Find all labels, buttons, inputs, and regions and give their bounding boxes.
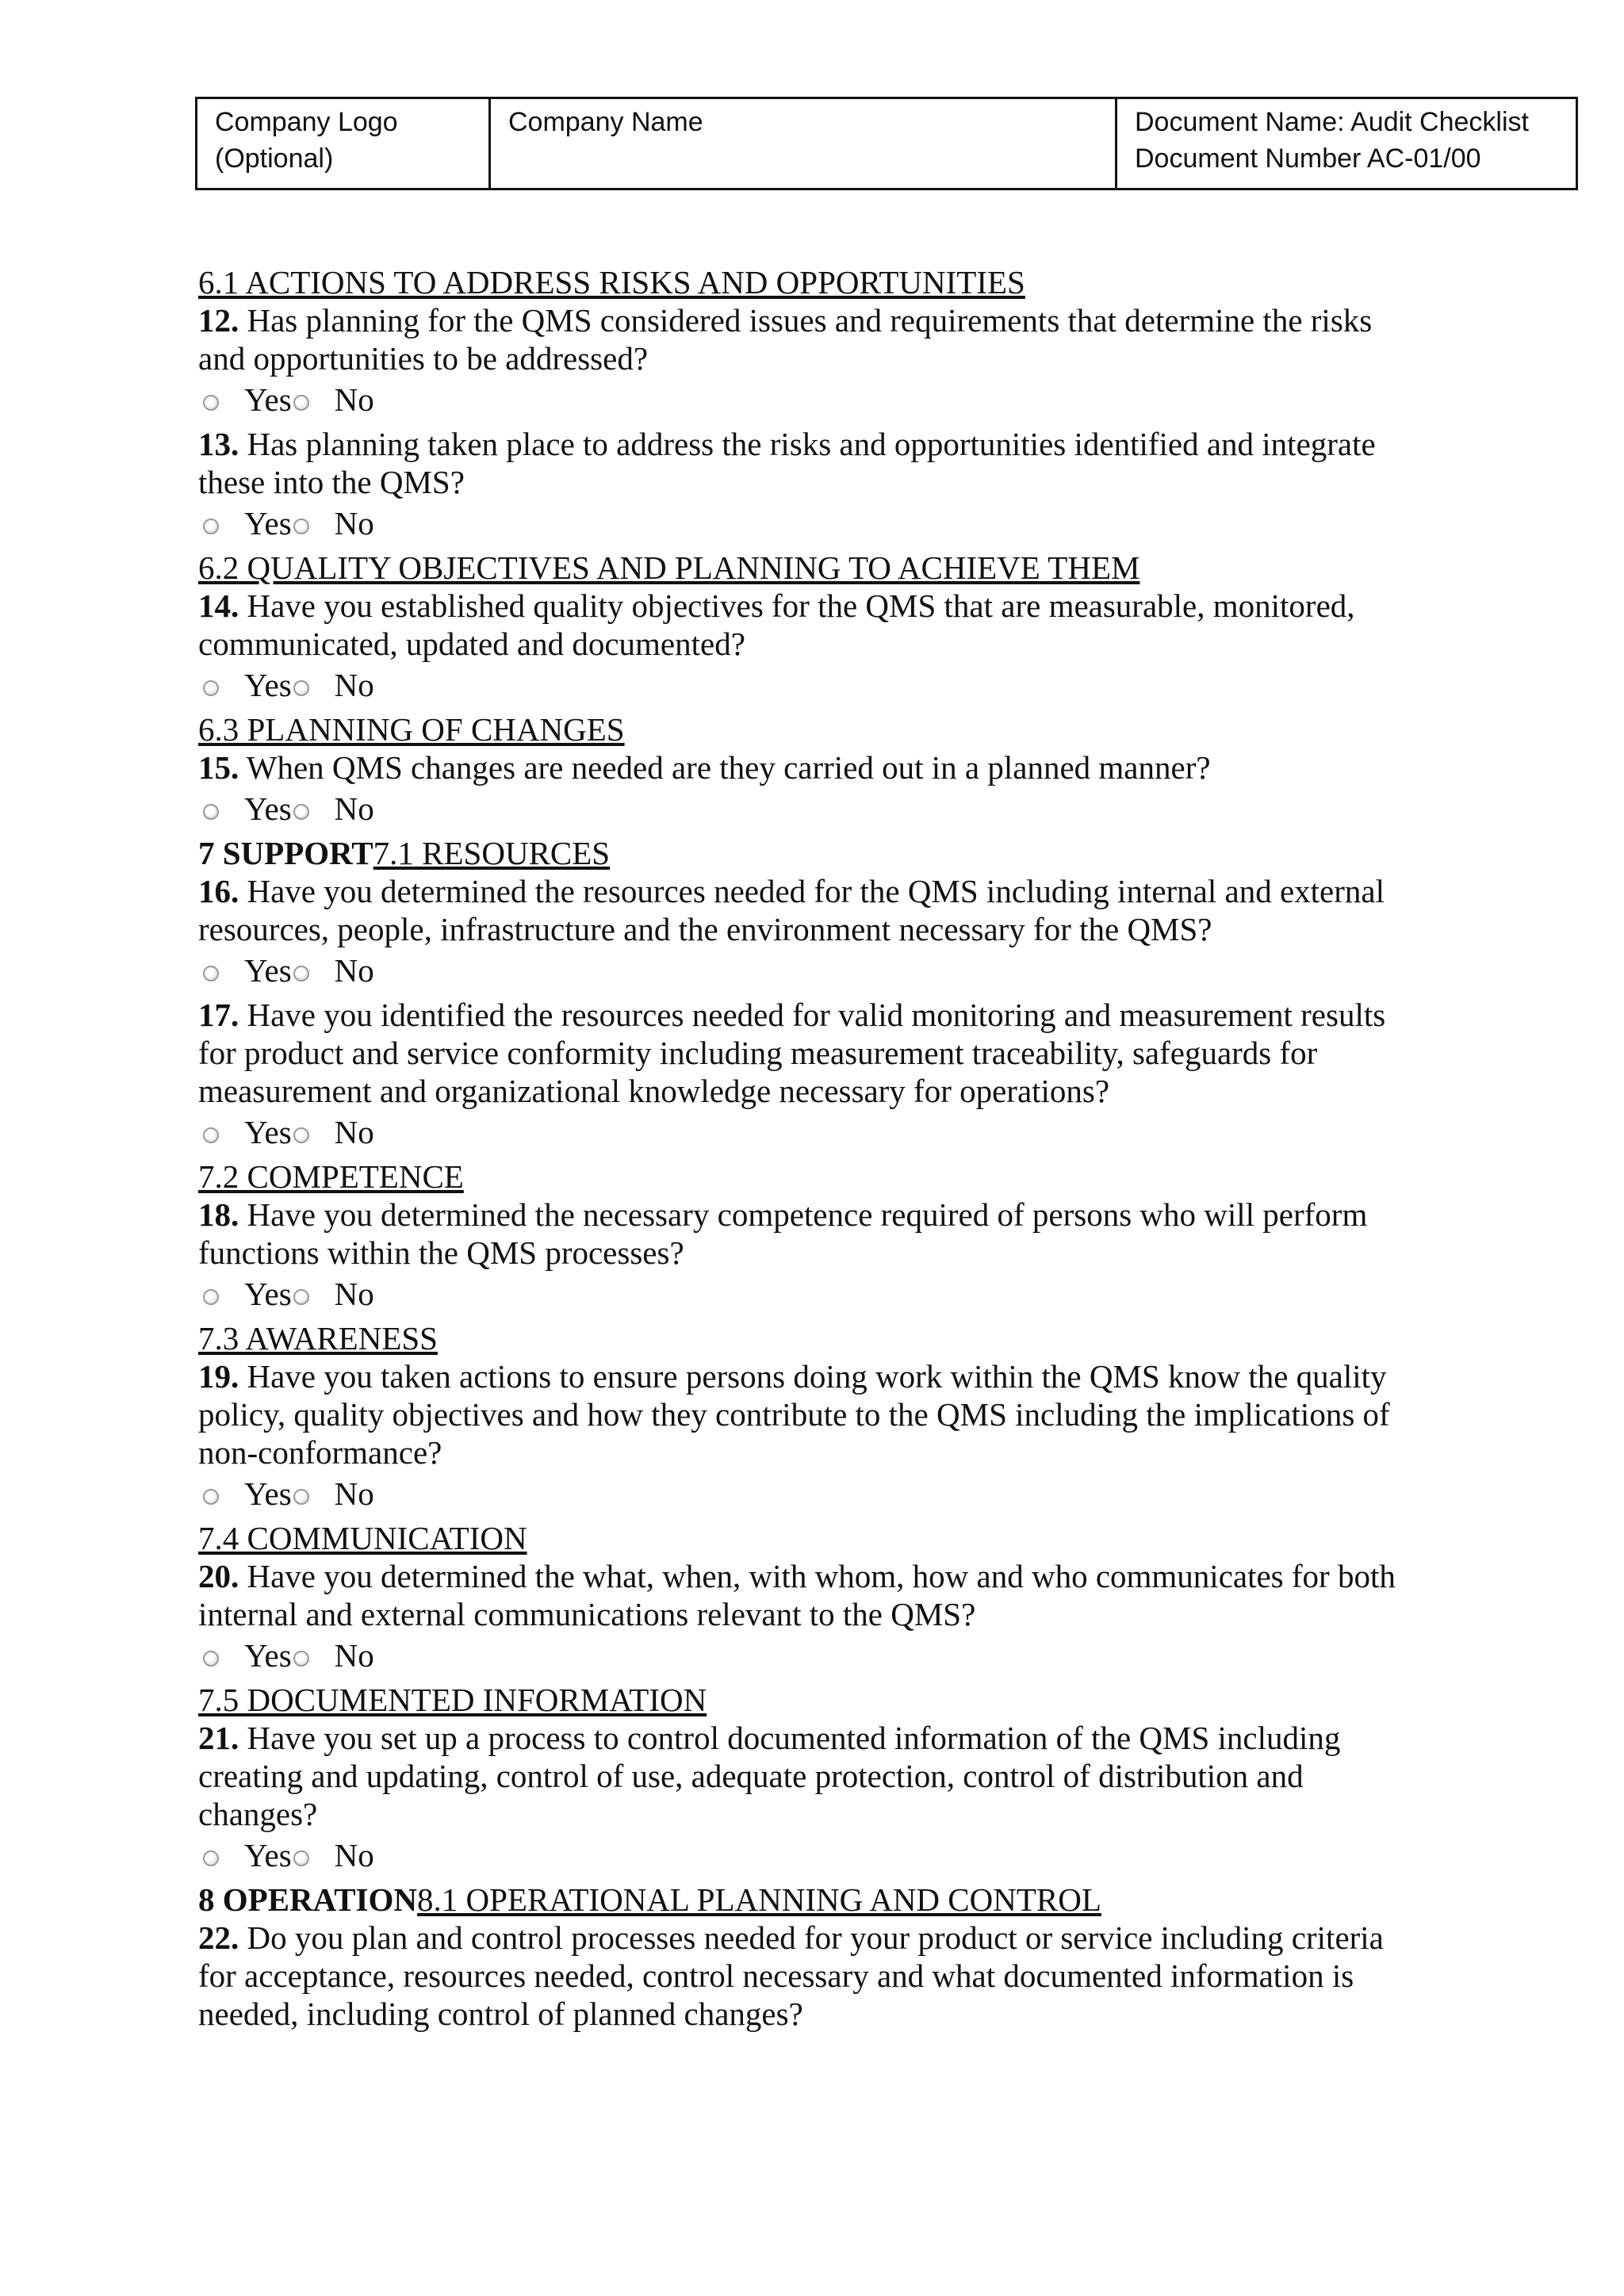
question-line (198, 1919, 1427, 1957)
section-heading (198, 263, 1427, 301)
yes-radio-button[interactable] (203, 966, 219, 982)
question-number: 18. (198, 1196, 239, 1233)
question-text: for product and service conformity including measurement traceability, safeguards for (198, 1035, 1318, 1071)
question-line (198, 339, 1427, 377)
no-radio-button[interactable] (293, 1850, 309, 1866)
question (198, 1357, 1427, 1471)
no-option[interactable] (292, 504, 374, 542)
question-line (198, 1595, 1427, 1633)
question-text: When QMS changes are needed are they carried out in a planned manner? (246, 749, 1211, 786)
no-option[interactable] (292, 1836, 374, 1874)
question-text: policy, quality objectives and how they contribute to the QMS including the implications of (198, 1396, 1390, 1433)
yes-option[interactable] (198, 666, 292, 704)
yes-label: Yes (244, 381, 292, 418)
logo-line-2: (Optional) (215, 144, 334, 174)
answer-options (198, 377, 1427, 422)
question-number: 12. (198, 302, 239, 339)
question-text: these into the QMS? (198, 464, 465, 500)
question-line (198, 625, 1427, 663)
question-line (198, 463, 1427, 501)
document-header-table (195, 97, 1578, 190)
no-radio-button[interactable] (293, 1489, 309, 1505)
section-heading (198, 1319, 1427, 1357)
yes-radio-button[interactable] (203, 680, 219, 696)
question-line (198, 587, 1427, 625)
question-text: Have you established quality objectives for the QMS that are measurable, monitored, (247, 587, 1355, 624)
question-line (198, 425, 1427, 463)
no-option[interactable] (292, 1636, 374, 1674)
question (198, 1557, 1427, 1633)
yes-label: Yes (244, 1475, 292, 1512)
question-number: 14. (198, 587, 239, 624)
company-name-cell (491, 99, 1117, 188)
answer-options (198, 1110, 1427, 1154)
yes-radio-button[interactable] (203, 1489, 219, 1505)
no-label: No (334, 1114, 374, 1150)
section-title: 7.5 DOCUMENTED INFORMATION (198, 1682, 707, 1718)
section-title: 7.3 AWARENESS (198, 1320, 438, 1357)
question-text: measurement and organizational knowledge necessary for operations? (198, 1073, 1110, 1109)
answer-options (198, 1471, 1427, 1516)
chapter-label: 7 SUPPORT (198, 835, 373, 871)
question (198, 1196, 1427, 1272)
no-radio-button[interactable] (293, 680, 309, 696)
question (198, 996, 1427, 1110)
chapter-label: 8 OPERATION (198, 1881, 418, 1918)
section-title: 7.2 COMPETENCE (198, 1158, 464, 1195)
question-number: 15. (198, 749, 239, 786)
section-title: 6.3 PLANNING OF CHANGES (198, 711, 625, 748)
question-text: functions within the QMS processes? (198, 1234, 684, 1271)
question-text: and opportunities to be addressed? (198, 340, 649, 377)
question-text: Have you determined the necessary competence required of persons who will perform (247, 1196, 1368, 1233)
yes-label: Yes (244, 1114, 292, 1150)
question-text: internal and external communications relevant to the QMS? (198, 1596, 976, 1632)
logo-line-1: Company Logo (215, 107, 398, 137)
question-number: 21. (198, 1720, 239, 1756)
yes-radio-button[interactable] (203, 1651, 219, 1667)
question-line (198, 1196, 1427, 1234)
question-line (198, 1234, 1427, 1272)
section-title: 8.1 OPERATIONAL PLANNING AND CONTROL (417, 1881, 1101, 1918)
question-line (198, 1034, 1427, 1072)
no-label: No (334, 1276, 374, 1312)
question-text: Has planning taken place to address the risks and opportunities identified and integrate (247, 426, 1376, 462)
question-line (198, 1795, 1427, 1833)
section-title: 7.1 RESOURCES (373, 835, 611, 871)
no-option[interactable] (292, 1113, 374, 1151)
question (198, 1919, 1427, 2033)
question-number: 19. (198, 1358, 239, 1395)
question-line (198, 872, 1427, 910)
question-text: Have you determined the resources needed for the QMS including internal and external (247, 873, 1385, 909)
question-line (198, 748, 1427, 786)
question-text: changes? (198, 1796, 318, 1832)
question-line (198, 1995, 1427, 2033)
question-text: communicated, updated and documented? (198, 626, 745, 662)
question (198, 1719, 1427, 1833)
section-title: 6.2 QUALITY OBJECTIVES AND PLANNING TO ACHIEVE THEM (198, 549, 1140, 586)
no-radio-button[interactable] (293, 1651, 309, 1667)
yes-label: Yes (244, 790, 292, 827)
question-number: 16. (198, 873, 239, 909)
question (198, 301, 1427, 377)
company-logo-cell (197, 99, 491, 188)
document-info-cell (1117, 99, 1576, 188)
no-radio-button[interactable] (293, 804, 309, 820)
question-text: needed, including control of planned changes? (198, 1996, 803, 2032)
question-text: for acceptance, resources needed, control necessary and what documented information is (198, 1957, 1354, 1994)
question-line (198, 1072, 1427, 1110)
question-line (198, 1757, 1427, 1795)
yes-label: Yes (244, 1637, 292, 1674)
no-option[interactable] (292, 951, 374, 989)
question (198, 872, 1427, 948)
section-heading (198, 1519, 1427, 1557)
question-line (198, 1433, 1427, 1471)
yes-option[interactable] (198, 381, 292, 419)
question-text: Have you determined the what, when, with whom, how and who communicates for both (247, 1558, 1396, 1594)
yes-label: Yes (244, 952, 292, 989)
document-number: Document Number AC-01/00 (1135, 144, 1481, 174)
answer-options (198, 948, 1427, 993)
question (198, 587, 1427, 663)
question-number: 13. (198, 426, 239, 462)
question-text: Have you taken actions to ensure persons doing work within the QMS know the quality (247, 1358, 1387, 1395)
no-label: No (334, 790, 374, 827)
no-label: No (334, 381, 374, 418)
no-radio-button[interactable] (293, 966, 309, 982)
answer-options (198, 786, 1427, 831)
question-line (198, 1357, 1427, 1395)
question-number: 17. (198, 997, 239, 1033)
yes-radio-button[interactable] (203, 395, 219, 411)
question-text: creating and updating, control of use, adequate protection, control of distribution and (198, 1758, 1304, 1794)
checklist-body (198, 263, 1427, 2033)
answer-options (198, 1833, 1427, 1877)
no-radio-button[interactable] (293, 519, 309, 534)
no-option[interactable] (292, 381, 374, 419)
yes-option[interactable] (198, 1275, 292, 1313)
question-line (198, 910, 1427, 948)
yes-label: Yes (244, 1276, 292, 1312)
question-line (198, 996, 1427, 1034)
question-text: Do you plan and control processes needed for your product or service including criteria (247, 1919, 1384, 1956)
question-line (198, 1957, 1427, 1995)
question-text: Have you identified the resources needed for valid monitoring and measurement results (247, 997, 1386, 1033)
no-radio-button[interactable] (293, 1127, 309, 1143)
section-heading (198, 1158, 1427, 1196)
section-heading (198, 1681, 1427, 1719)
no-radio-button[interactable] (293, 1289, 309, 1305)
answer-options (198, 1272, 1427, 1316)
company-name: Company Name (508, 107, 703, 137)
section-title: 7.4 COMMUNICATION (198, 1520, 527, 1556)
question-number: 22. (198, 1919, 239, 1956)
question-text: Have you set up a process to control documented information of the QMS including (247, 1720, 1341, 1756)
no-label: No (334, 1837, 374, 1873)
no-radio-button[interactable] (293, 395, 309, 411)
no-label: No (334, 952, 374, 989)
no-label: No (334, 1475, 374, 1512)
answer-options (198, 1633, 1427, 1678)
no-label: No (334, 505, 374, 541)
yes-radio-button[interactable] (203, 519, 219, 534)
question-text: non-conformance? (198, 1434, 442, 1471)
question-line (198, 1395, 1427, 1433)
yes-option[interactable] (198, 1636, 292, 1674)
question-line (198, 1557, 1427, 1595)
answer-options (198, 663, 1427, 707)
no-option[interactable] (292, 666, 374, 704)
yes-label: Yes (244, 667, 292, 703)
yes-radio-button[interactable] (203, 1850, 219, 1866)
document-name: Document Name: Audit Checklist (1135, 107, 1529, 137)
question-text: resources, people, infrastructure and the environment necessary for the QMS? (198, 911, 1212, 947)
no-label: No (334, 667, 374, 703)
yes-option[interactable] (198, 951, 292, 989)
yes-label: Yes (244, 505, 292, 541)
section-heading (198, 834, 1427, 872)
yes-radio-button[interactable] (203, 1289, 219, 1305)
yes-label: Yes (244, 1837, 292, 1873)
yes-option[interactable] (198, 1113, 292, 1151)
question-number: 20. (198, 1558, 239, 1594)
yes-option[interactable] (198, 1475, 292, 1513)
answer-options (198, 501, 1427, 545)
section-title: 6.1 ACTIONS TO ADDRESS RISKS AND OPPORTUNITIES (198, 264, 1025, 300)
yes-option[interactable] (198, 1836, 292, 1874)
yes-option[interactable] (198, 790, 292, 828)
yes-radio-button[interactable] (203, 1127, 219, 1143)
yes-option[interactable] (198, 504, 292, 542)
question-text: Has planning for the QMS considered issues and requirements that determine the risks (247, 302, 1373, 339)
section-heading (198, 549, 1427, 587)
no-label: No (334, 1637, 374, 1674)
question-line (198, 1719, 1427, 1757)
section-heading (198, 1881, 1427, 1919)
section-heading (198, 710, 1427, 748)
yes-radio-button[interactable] (203, 804, 219, 820)
no-option[interactable] (292, 1275, 374, 1313)
no-option[interactable] (292, 1475, 374, 1513)
question (198, 748, 1427, 786)
question (198, 425, 1427, 501)
no-option[interactable] (292, 790, 374, 828)
question-line (198, 301, 1427, 339)
